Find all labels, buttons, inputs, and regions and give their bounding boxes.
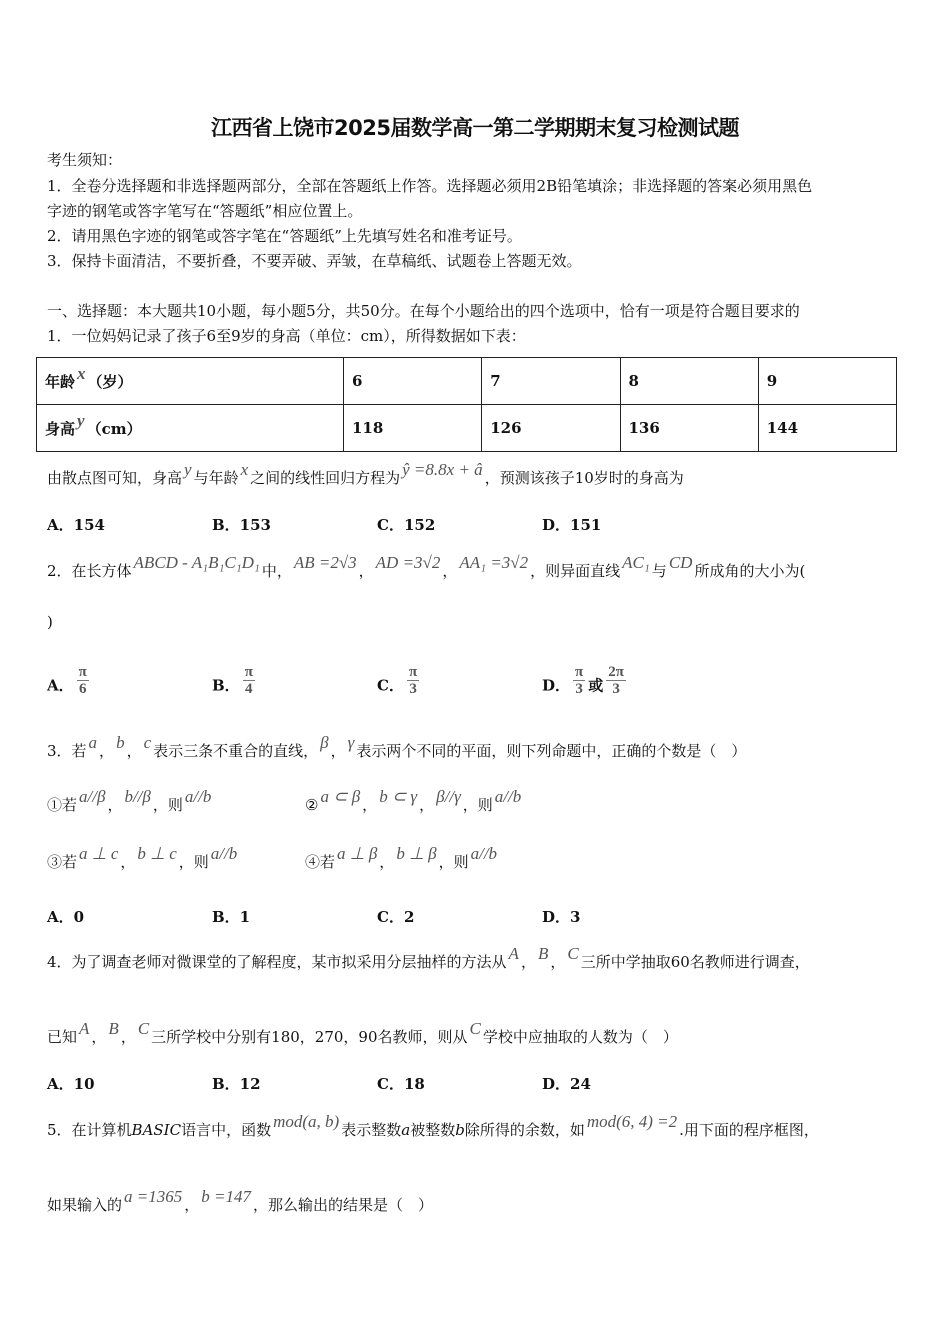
text-line — [47, 733, 747, 761]
text: 除所得的余数，如 — [464, 1121, 585, 1139]
text: ， — [120, 853, 136, 871]
text: C．2 — [377, 908, 415, 926]
text: 2．请用黑色字迹的钢笔或答字笔在“答题纸”上先填写姓名和准考证号。 — [47, 227, 522, 245]
math-expression: a ⊥ c — [79, 844, 119, 863]
text: ， — [379, 853, 395, 871]
math-expression: a =1365 — [124, 1187, 183, 1206]
table-cell: 144 — [758, 405, 896, 452]
text: 与年龄 — [193, 469, 239, 487]
text: 语言中，函数 — [181, 1121, 272, 1139]
math-expression: c — [143, 733, 152, 752]
text: 3．若 — [47, 742, 87, 760]
text: B．1 — [212, 908, 251, 926]
table-row — [37, 405, 897, 452]
fraction — [573, 664, 585, 697]
text-line — [47, 944, 810, 972]
text-line — [47, 326, 526, 346]
math-expression: a//b — [494, 787, 522, 806]
text: BASIC — [131, 1121, 182, 1139]
math-expression: ŷ =8.8x + â — [402, 460, 483, 479]
math-expression: y — [184, 460, 192, 479]
text: b — [455, 1121, 465, 1139]
text: ② — [305, 796, 319, 814]
text: ， — [442, 562, 458, 580]
answer-option — [377, 907, 414, 927]
denominator: 3 — [612, 681, 620, 697]
text-line — [47, 226, 522, 246]
text: B． — [212, 676, 240, 695]
text: ①若 — [47, 796, 78, 814]
answer-option — [542, 664, 629, 703]
text-line — [47, 1112, 819, 1140]
math-expression: mod(a, b) — [273, 1112, 340, 1131]
row-header — [37, 405, 344, 452]
text: 字迹的钢笔或答字笔写在“答题纸”相应位置上。 — [47, 202, 363, 220]
answer-option — [212, 1074, 261, 1094]
text: ，预测该孩子10岁时的身高为 — [484, 469, 684, 487]
text: 5．在计算机 — [47, 1121, 132, 1139]
text: 三所中学抽取60名教师进行调查， — [580, 953, 810, 971]
text: ，则 — [178, 853, 209, 871]
math-expression: ABCD - A₁B₁C₁D₁ — [133, 553, 260, 572]
fraction — [77, 664, 89, 697]
text: 被整数 — [410, 1121, 456, 1139]
text: ， — [91, 1028, 107, 1046]
unit: （岁） — [87, 372, 133, 391]
answer-option — [47, 1074, 95, 1094]
text: A．154 — [47, 516, 105, 534]
math-expression: γ — [347, 733, 355, 752]
answer-option — [542, 515, 601, 535]
text: D．3 — [542, 908, 581, 926]
math-expression: AB =2√3 — [293, 553, 357, 572]
denominator: 4 — [245, 681, 253, 697]
page-title: 江西省上饶市2025届数学高一第二学期期末复习检测试题 — [211, 116, 739, 140]
text: ， — [358, 562, 374, 580]
text: ，则异面直线 — [530, 562, 621, 580]
numerator: 2π — [608, 664, 624, 680]
math-expression: AD =3√2 — [375, 553, 441, 572]
text: D．24 — [542, 1075, 591, 1093]
text: ， — [184, 1196, 200, 1214]
text: ，则 — [438, 853, 469, 871]
math-expression: a//b — [210, 844, 238, 863]
math-expression: AA₁ =3√2 — [459, 553, 529, 572]
math-expression: AC₁ — [622, 553, 650, 572]
math-expression: C — [469, 1019, 481, 1038]
row-header — [37, 358, 344, 405]
proposition — [47, 787, 213, 815]
text-line — [47, 251, 582, 271]
text: 学校中应抽取的人数为（ ） — [482, 1028, 678, 1046]
proposition — [305, 787, 523, 815]
text: D．151 — [542, 516, 602, 534]
numerator: π — [575, 664, 584, 680]
denominator: 3 — [409, 681, 417, 697]
math-expression: b ⊥ c — [137, 844, 177, 863]
answer-option — [47, 515, 105, 535]
text-line — [47, 1187, 434, 1215]
text-line — [47, 301, 800, 321]
answer-option — [542, 1074, 591, 1094]
proposition — [47, 844, 239, 872]
unit: （cm） — [86, 419, 142, 438]
math-expression: B — [108, 1019, 119, 1038]
text: ， — [419, 796, 435, 814]
math-expression: A — [508, 944, 519, 963]
math-expression: b =147 — [201, 1187, 251, 1206]
text: ，则 — [152, 796, 183, 814]
text: .用下面的程序框图， — [679, 1121, 819, 1139]
math-expression: b ⊥ β — [396, 844, 437, 863]
text: a — [401, 1121, 411, 1139]
text-line — [47, 201, 362, 221]
math-expression: β — [320, 733, 329, 752]
fraction — [606, 664, 626, 697]
math-expression: a ⊥ β — [337, 844, 378, 863]
text-line — [47, 553, 806, 581]
math-expression: x — [240, 460, 249, 479]
math-expression: A — [79, 1019, 90, 1038]
math-expression: C — [567, 944, 579, 963]
table-cell: 7 — [482, 358, 620, 405]
text: ， — [520, 953, 536, 971]
text-line — [47, 176, 812, 196]
table-cell: 118 — [344, 405, 482, 452]
table-cell: 6 — [344, 358, 482, 405]
answer-option — [47, 664, 92, 703]
text: ， — [99, 742, 115, 760]
math-expression: C — [137, 1019, 150, 1038]
text-line — [47, 150, 122, 170]
answer-option — [212, 664, 258, 703]
math-expression: a//β — [79, 787, 106, 806]
text: A．10 — [47, 1075, 95, 1093]
text: ，那么输出的结果是（ ） — [253, 1196, 434, 1214]
text: 4．为了调查老师对微课堂的了解程度，某市拟采用分层抽样的方法从 — [47, 953, 507, 971]
text: ， — [126, 742, 142, 760]
row-label: 年龄 — [45, 372, 76, 391]
text: ) — [47, 613, 53, 631]
answer-option — [212, 515, 271, 535]
proposition — [305, 844, 499, 872]
text: 3．保持卡面清洁，不要折叠，不要弄破、弄皱，在草稿纸、试题卷上答题无效。 — [47, 252, 582, 270]
text: ， — [107, 796, 123, 814]
text: 如果输入的 — [47, 1196, 123, 1214]
math-expression: CD — [668, 553, 693, 572]
text: C．18 — [377, 1075, 425, 1093]
row-label: 身高 — [45, 419, 76, 438]
math-expression: B — [537, 944, 549, 963]
text: 已知 — [47, 1028, 78, 1046]
fraction — [243, 664, 255, 697]
variable: y — [77, 410, 85, 430]
text: 所成角的大小为( — [694, 562, 806, 580]
math-expression: β//γ — [436, 787, 461, 806]
text: 1．一位妈妈记录了孩子6至9岁的身高（单位：cm），所得数据如下表： — [47, 327, 526, 345]
text: 2．在长方体 — [47, 562, 132, 580]
text: A． — [47, 676, 74, 695]
answer-option — [542, 907, 580, 927]
answer-option — [377, 515, 435, 535]
denominator: 6 — [79, 681, 87, 697]
math-expression: a//b — [184, 787, 212, 806]
math-expression: b//β — [124, 787, 151, 806]
text: C． — [377, 676, 404, 695]
answer-option — [212, 907, 250, 927]
text: 考生须知： — [47, 151, 123, 169]
math-expression: a ⊂ β — [320, 787, 361, 806]
text: ， — [120, 1028, 136, 1046]
text: 表示整数 — [341, 1121, 402, 1139]
variable: x — [77, 363, 86, 383]
text: ， — [550, 953, 566, 971]
text: 一、选择题：本大题共10小题，每小题5分，共50分。在每个小题给出的四个选项中，恰有一项是符合题目要求的 — [47, 302, 800, 320]
answer-option — [377, 664, 422, 703]
math-expression: b — [116, 733, 125, 752]
text: D． — [542, 676, 571, 695]
math-expression: b ⊂ γ — [379, 787, 418, 806]
table-row — [37, 358, 897, 405]
text: 或 — [588, 676, 604, 695]
text: 中， — [261, 562, 292, 580]
text-line — [47, 612, 53, 632]
text: B．153 — [212, 516, 271, 534]
table-cell: 136 — [620, 405, 758, 452]
numerator: π — [78, 664, 87, 680]
text: 表示三条不重合的直线， — [153, 742, 319, 760]
denominator: 3 — [575, 681, 583, 697]
text: ， — [330, 742, 346, 760]
text: ， — [362, 796, 378, 814]
math-expression: mod(6, 4) =2 — [586, 1112, 678, 1131]
table-cell: 8 — [620, 358, 758, 405]
text: 三所学校中分别有180，270，90名教师，则从 — [151, 1028, 468, 1046]
answer-option — [377, 1074, 425, 1094]
math-expression: a//b — [470, 844, 498, 863]
text: 表示两个不同的平面，则下列命题中，正确的个数是（ ） — [356, 742, 747, 760]
fraction — [407, 664, 419, 697]
text: 由散点图可知，身高 — [47, 469, 183, 487]
text: ③若 — [47, 853, 78, 871]
text-line — [47, 460, 684, 488]
table-cell: 126 — [482, 405, 620, 452]
text: ④若 — [305, 853, 336, 871]
text: 与 — [651, 562, 667, 580]
table-cell: 9 — [758, 358, 896, 405]
text: 1．全卷分选择题和非选择题两部分，全部在答题纸上作答。选择题必须用2B铅笔填涂；非选择题的答案必须用黑色 — [47, 177, 813, 195]
data-table — [36, 357, 897, 452]
text: B．12 — [212, 1075, 261, 1093]
text: 之间的线性回归方程为 — [250, 469, 401, 487]
text: C．152 — [377, 516, 436, 534]
text: A．0 — [47, 908, 85, 926]
text: ，则 — [462, 796, 493, 814]
answer-option — [47, 907, 84, 927]
math-expression: a — [88, 733, 98, 752]
text-line — [47, 1019, 678, 1047]
numerator: π — [408, 664, 418, 680]
numerator: π — [244, 664, 253, 680]
